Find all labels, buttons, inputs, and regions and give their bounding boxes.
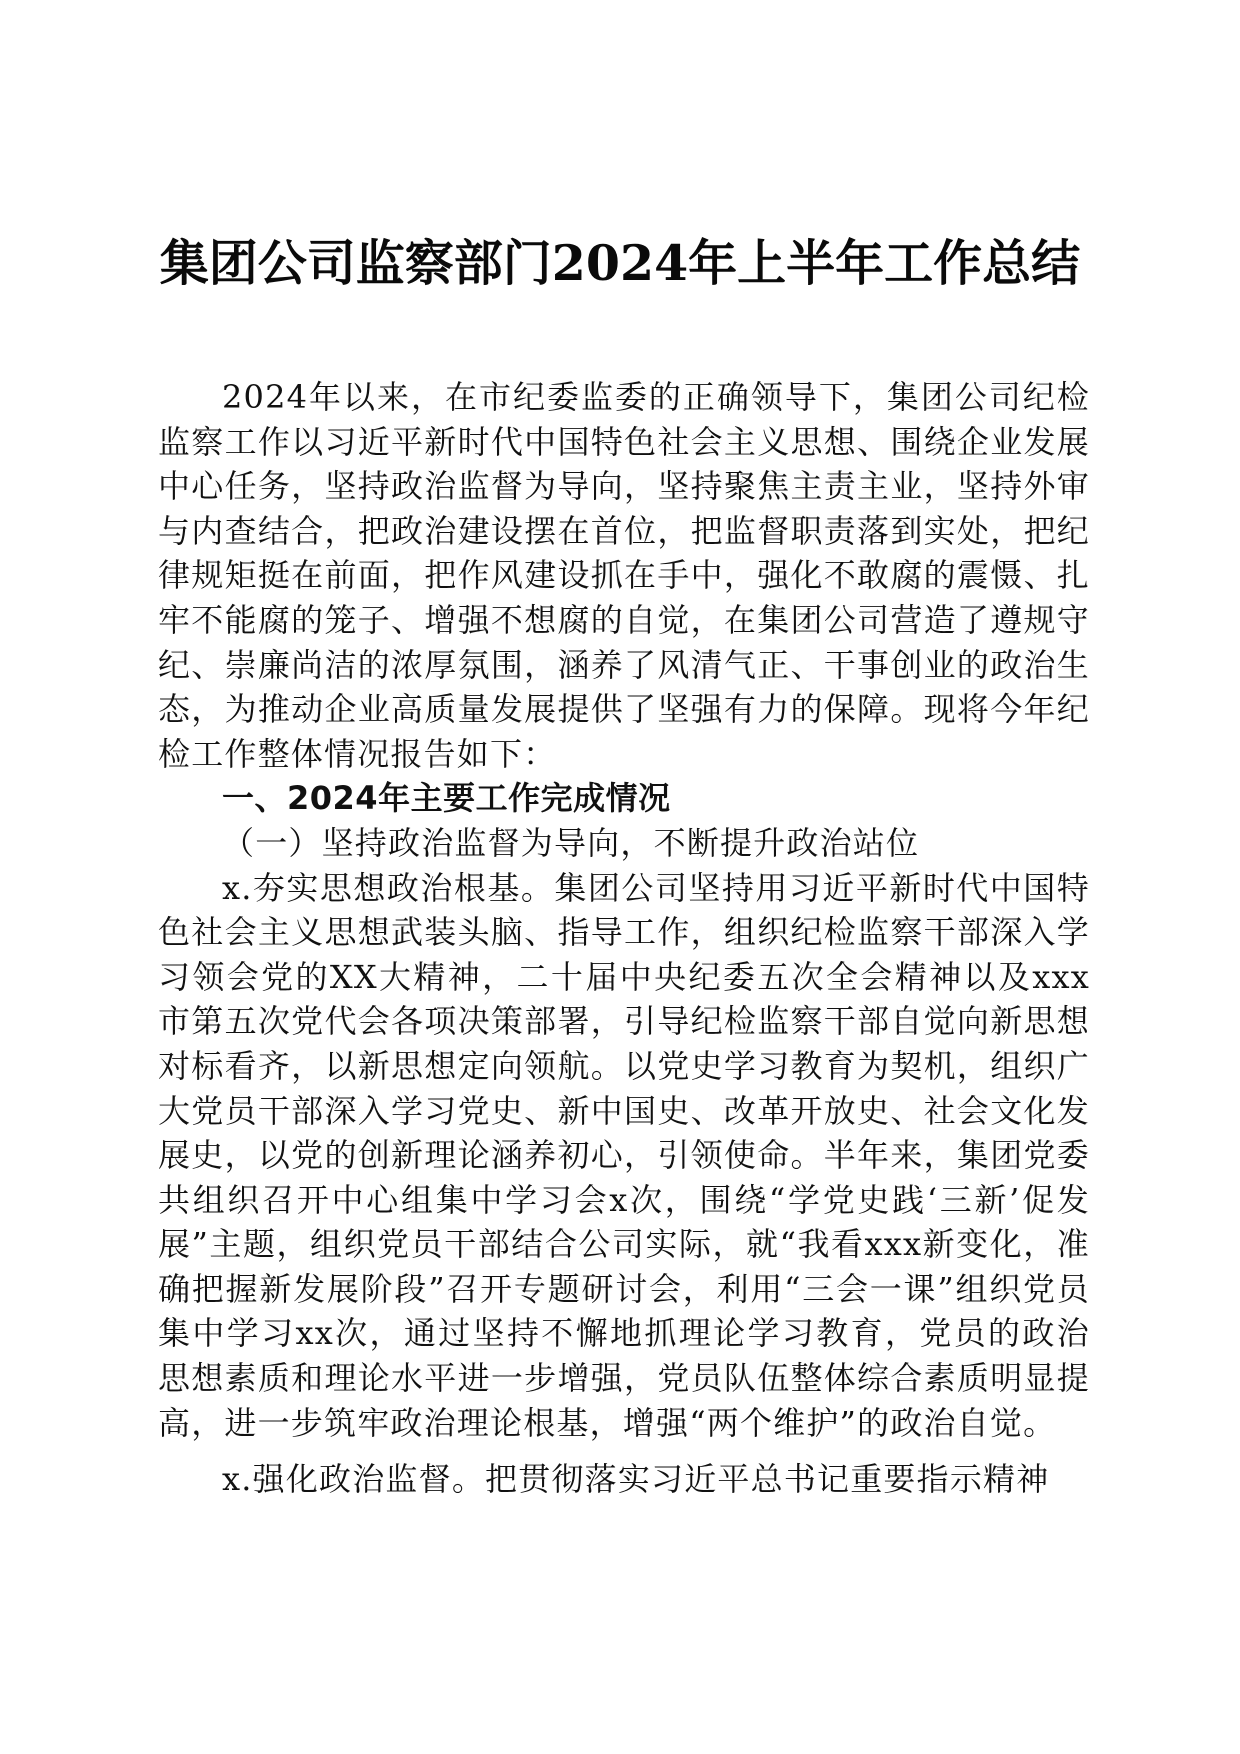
section-heading: 一、2024年主要工作完成情况 bbox=[222, 779, 671, 818]
body-paragraph: x.夯实思想政治根基。集团公司坚持用习近平新时代中国特色社会主义思想武装头脑、指导工作，组织纪检监察干部深入学习领会党的XX大精神，二十届中央纪委五次全会精神以及xxx市第五次党代会各项决策部署，引导纪检监察干部自觉向新思想对标看齐，以新思想定向领航。以党史学习教育为契机，组织广大党员干部深入学习党史、新中国史、改革开放史、社会文化发展史，以党的创新理论涵养初心，引领使命。半年来，集团党委共组织召开中心组集中学习会x次，围绕“学党史践‘三新’促发展”主题，组织党员干部结合公司实际，就“我看xxx新变化，准确把握新发展阶段”召开专题研讨会，利用“三会一课”组织党员集中学习xx次，通过坚持不懈地抓理论学习教育，党员的政治思想素质和理论水平进一步增强，党员队伍整体综合素质明显提高，进一步筑牢政治理论根基，增强“两个维护”的政治自觉。 bbox=[158, 868, 1090, 1442]
subsection-heading: （一）坚持政治监督为导向，不断提升政治站位 bbox=[222, 823, 920, 862]
intro-paragraph: 2024年以来，在市纪委监委的正确领导下，集团公司纪检监察工作以习近平新时代中国特色社会主义思想、围绕企业发展中心任务，坚持政治监督为导向，坚持聚焦主责主业，坚持外审与内查结合，把政治建设摆在首位，把监督职责落到实处，把纪律规矩挺在前面，把作风建设抓在手中，强化不敢腐的震慑、扎牢不能腐的笼子、增强不想腐的自觉，在集团公司营造了遵规守纪、崇廉尚洁的浓厚氛围，涵养了风清气正、干事创业的政治生态，为推动企业高质量发展提供了坚强有力的保障。现将今年纪检工作整体情况报告如下： bbox=[158, 378, 1090, 773]
document-body bbox=[158, 375, 1090, 1502]
body-paragraph: x.强化政治监督。把贯彻落实习近平总书记重要指示精神 bbox=[222, 1460, 1050, 1499]
document-title: 集团公司监察部门2024年上半年工作总结 bbox=[159, 234, 1081, 292]
